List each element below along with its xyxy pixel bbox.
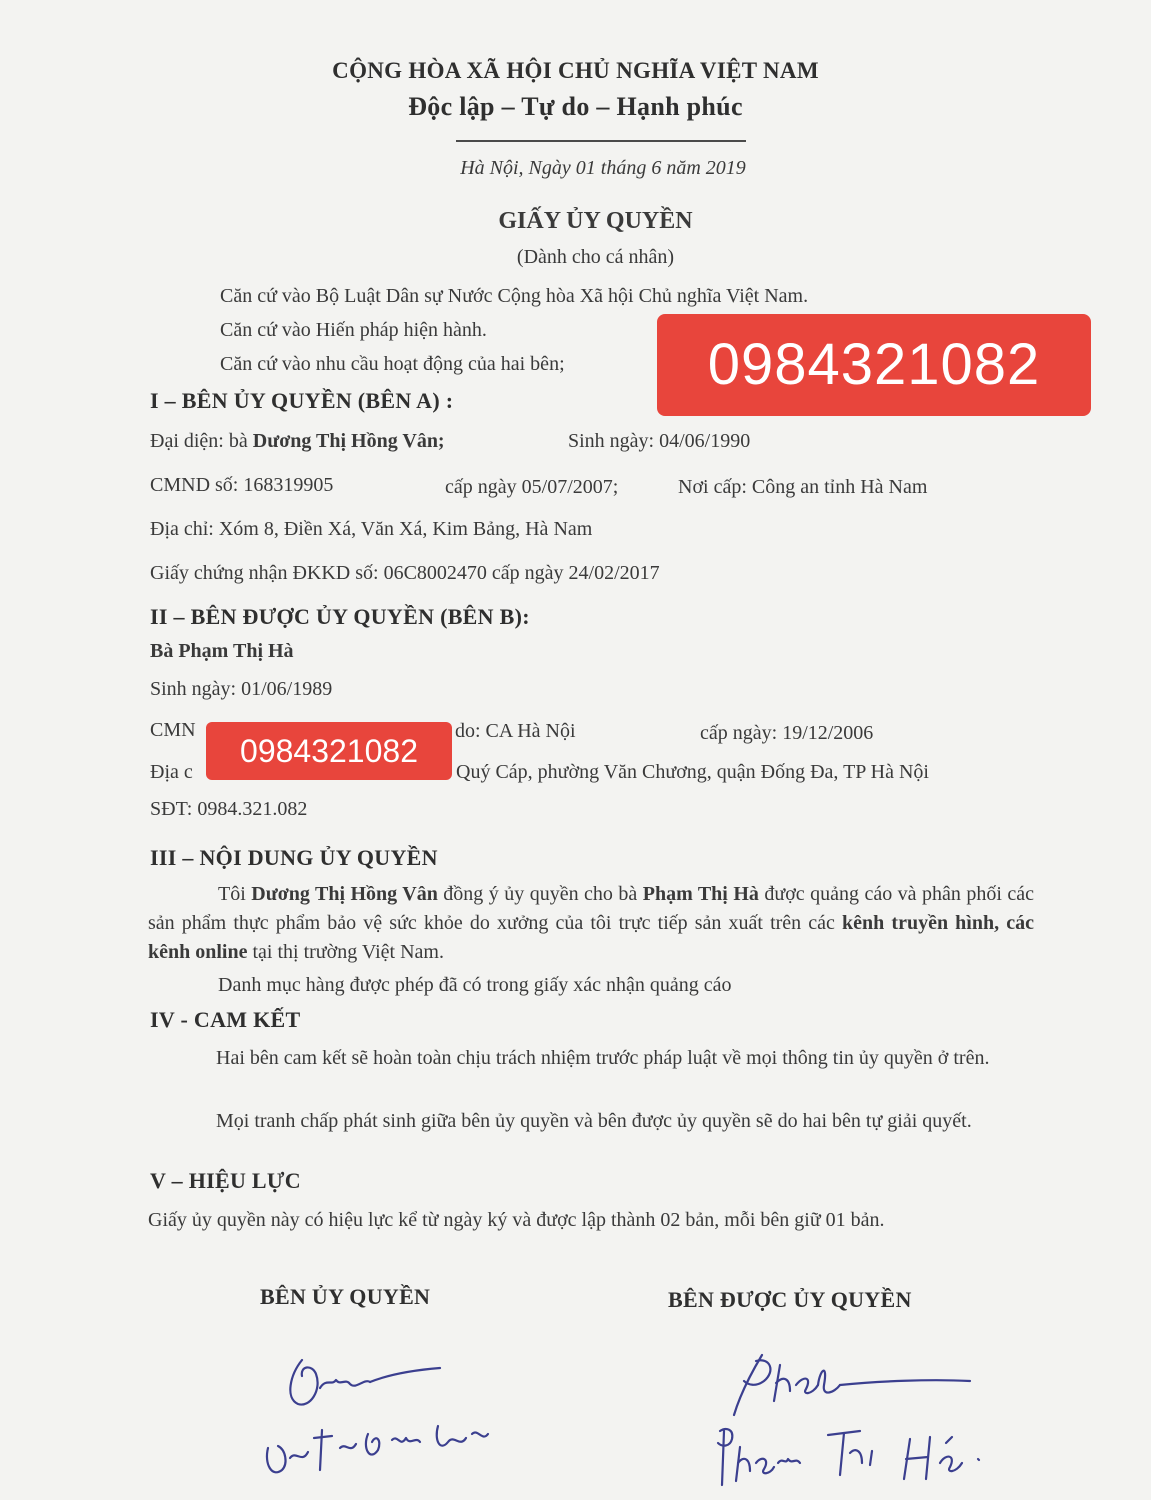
party-b-address: Quý Cáp, phường Văn Chương, quận Đống Đa, TP Hà Nội — [456, 761, 929, 783]
phone-number-overlay-large: 0984321082 — [657, 314, 1091, 416]
party-b-phone: SĐT: 0984.321.082 — [150, 798, 308, 820]
party-b-id-date: cấp ngày: 19/12/2006 — [700, 722, 874, 744]
party-a-heading: I – BÊN ỦY QUYỀN (BÊN A) : — [150, 388, 454, 413]
party-b-id-prefix: CMN — [150, 719, 196, 741]
section-3-paragraph-2: Danh mục hàng được phép đã có trong giấy xác nhận quảng cáo — [218, 974, 732, 996]
preamble-line-1: Căn cứ vào Bộ Luật Dân sự Nước Cộng hòa Xã hội Chủ nghĩa Việt Nam. — [220, 285, 809, 307]
channels-text: kênh truyền hình, các kênh online — [148, 912, 1034, 963]
section-4-heading: IV - CAM KẾT — [150, 1007, 301, 1032]
party-a-id: CMND số: 168319905 — [150, 474, 334, 496]
grantee-handwritten-signature — [700, 1335, 1000, 1500]
header-rule — [456, 140, 746, 142]
preamble-line-2: Căn cứ vào Hiến pháp hiện hành. — [220, 319, 487, 341]
party-a-address: Địa chỉ: Xóm 8, Điền Xá, Văn Xá, Kim Bảng, Hà Nam — [150, 518, 593, 540]
section-3-paragraph-1 — [148, 880, 1034, 967]
text-run: tại thị trường Việt Nam. — [247, 941, 444, 963]
national-motto: Độc lập – Tự do – Hạnh phúc — [408, 92, 743, 121]
grantee-name: Phạm Thị Hà — [642, 883, 759, 905]
text-run: Tôi — [218, 883, 252, 905]
phone-number-overlay-small: 0984321082 — [206, 722, 452, 780]
grantor-signature-label: BÊN ỦY QUYỀN — [260, 1284, 431, 1309]
grantor-handwritten-signature — [250, 1330, 520, 1500]
section-3-heading: III – NỘI DUNG ỦY QUYỀN — [150, 845, 438, 870]
document-subtitle: (Dành cho cá nhân) — [516, 246, 675, 268]
text-run: được quảng cáo và phân phối các sản phẩm thực phẩm bảo vệ sức khỏe do xưởng của tôi trực tiếp sản xuất trên các — [148, 883, 1035, 934]
country-name: CỘNG HÒA XÃ HỘI CHỦ NGHĨA VIỆT NAM — [332, 58, 819, 83]
text-run: đồng ý ủy quyền cho bà — [437, 883, 643, 905]
party-b-address-prefix: Địa c — [150, 761, 193, 783]
document-title: GIẤY ỦY QUYỀN — [498, 208, 693, 234]
party-a-id-place: Nơi cấp: Công an tỉnh Hà Nam — [678, 476, 928, 498]
section-5-paragraph: Giấy ủy quyền này có hiệu lực kể từ ngày ký và được lập thành 02 bản, mỗi bên giữ 01 bản. — [148, 1209, 885, 1231]
section-4-paragraph-1: Hai bên cam kết sẽ hoàn toàn chịu trách nhiệm trước pháp luật về mọi thông tin ủy quyền ở trên. — [216, 1047, 990, 1069]
preamble-line-3: Căn cứ vào nhu cầu hoạt động của hai bên; — [220, 353, 565, 375]
party-a-dob: Sinh ngày: 04/06/1990 — [568, 430, 751, 452]
party-b-name: Bà Phạm Thị Hà — [150, 640, 294, 662]
party-a-business-license: Giấy chứng nhận ĐKKD số: 06C8002470 cấp ngày 24/02/2017 — [150, 562, 660, 584]
party-a-representative — [150, 430, 445, 453]
party-a-rep-name: Dương Thị Hồng Vân; — [252, 430, 445, 452]
place-date: Hà Nội, Ngày 01 tháng 6 năm 2019 — [460, 157, 746, 179]
party-b-dob: Sinh ngày: 01/06/1989 — [150, 678, 333, 700]
party-b-id-place: do: CA Hà Nội — [455, 720, 576, 742]
party-a-rep-label: Đại diện: bà — [150, 430, 248, 452]
section-5-heading: V – HIỆU LỰC — [150, 1168, 301, 1193]
party-a-id-date: cấp ngày 05/07/2007; — [445, 476, 619, 498]
grantee-signature-label: BÊN ĐƯỢC ỦY QUYỀN — [668, 1287, 912, 1312]
section-4-paragraph-2: Mọi tranh chấp phát sinh giữa bên ủy quyền và bên được ủy quyền sẽ do hai bên tự giải quyết. — [216, 1110, 972, 1132]
grantor-name: Dương Thị Hồng Vân — [251, 883, 438, 905]
party-b-heading: II – BÊN ĐƯỢC ỦY QUYỀN (BÊN B): — [150, 604, 530, 629]
